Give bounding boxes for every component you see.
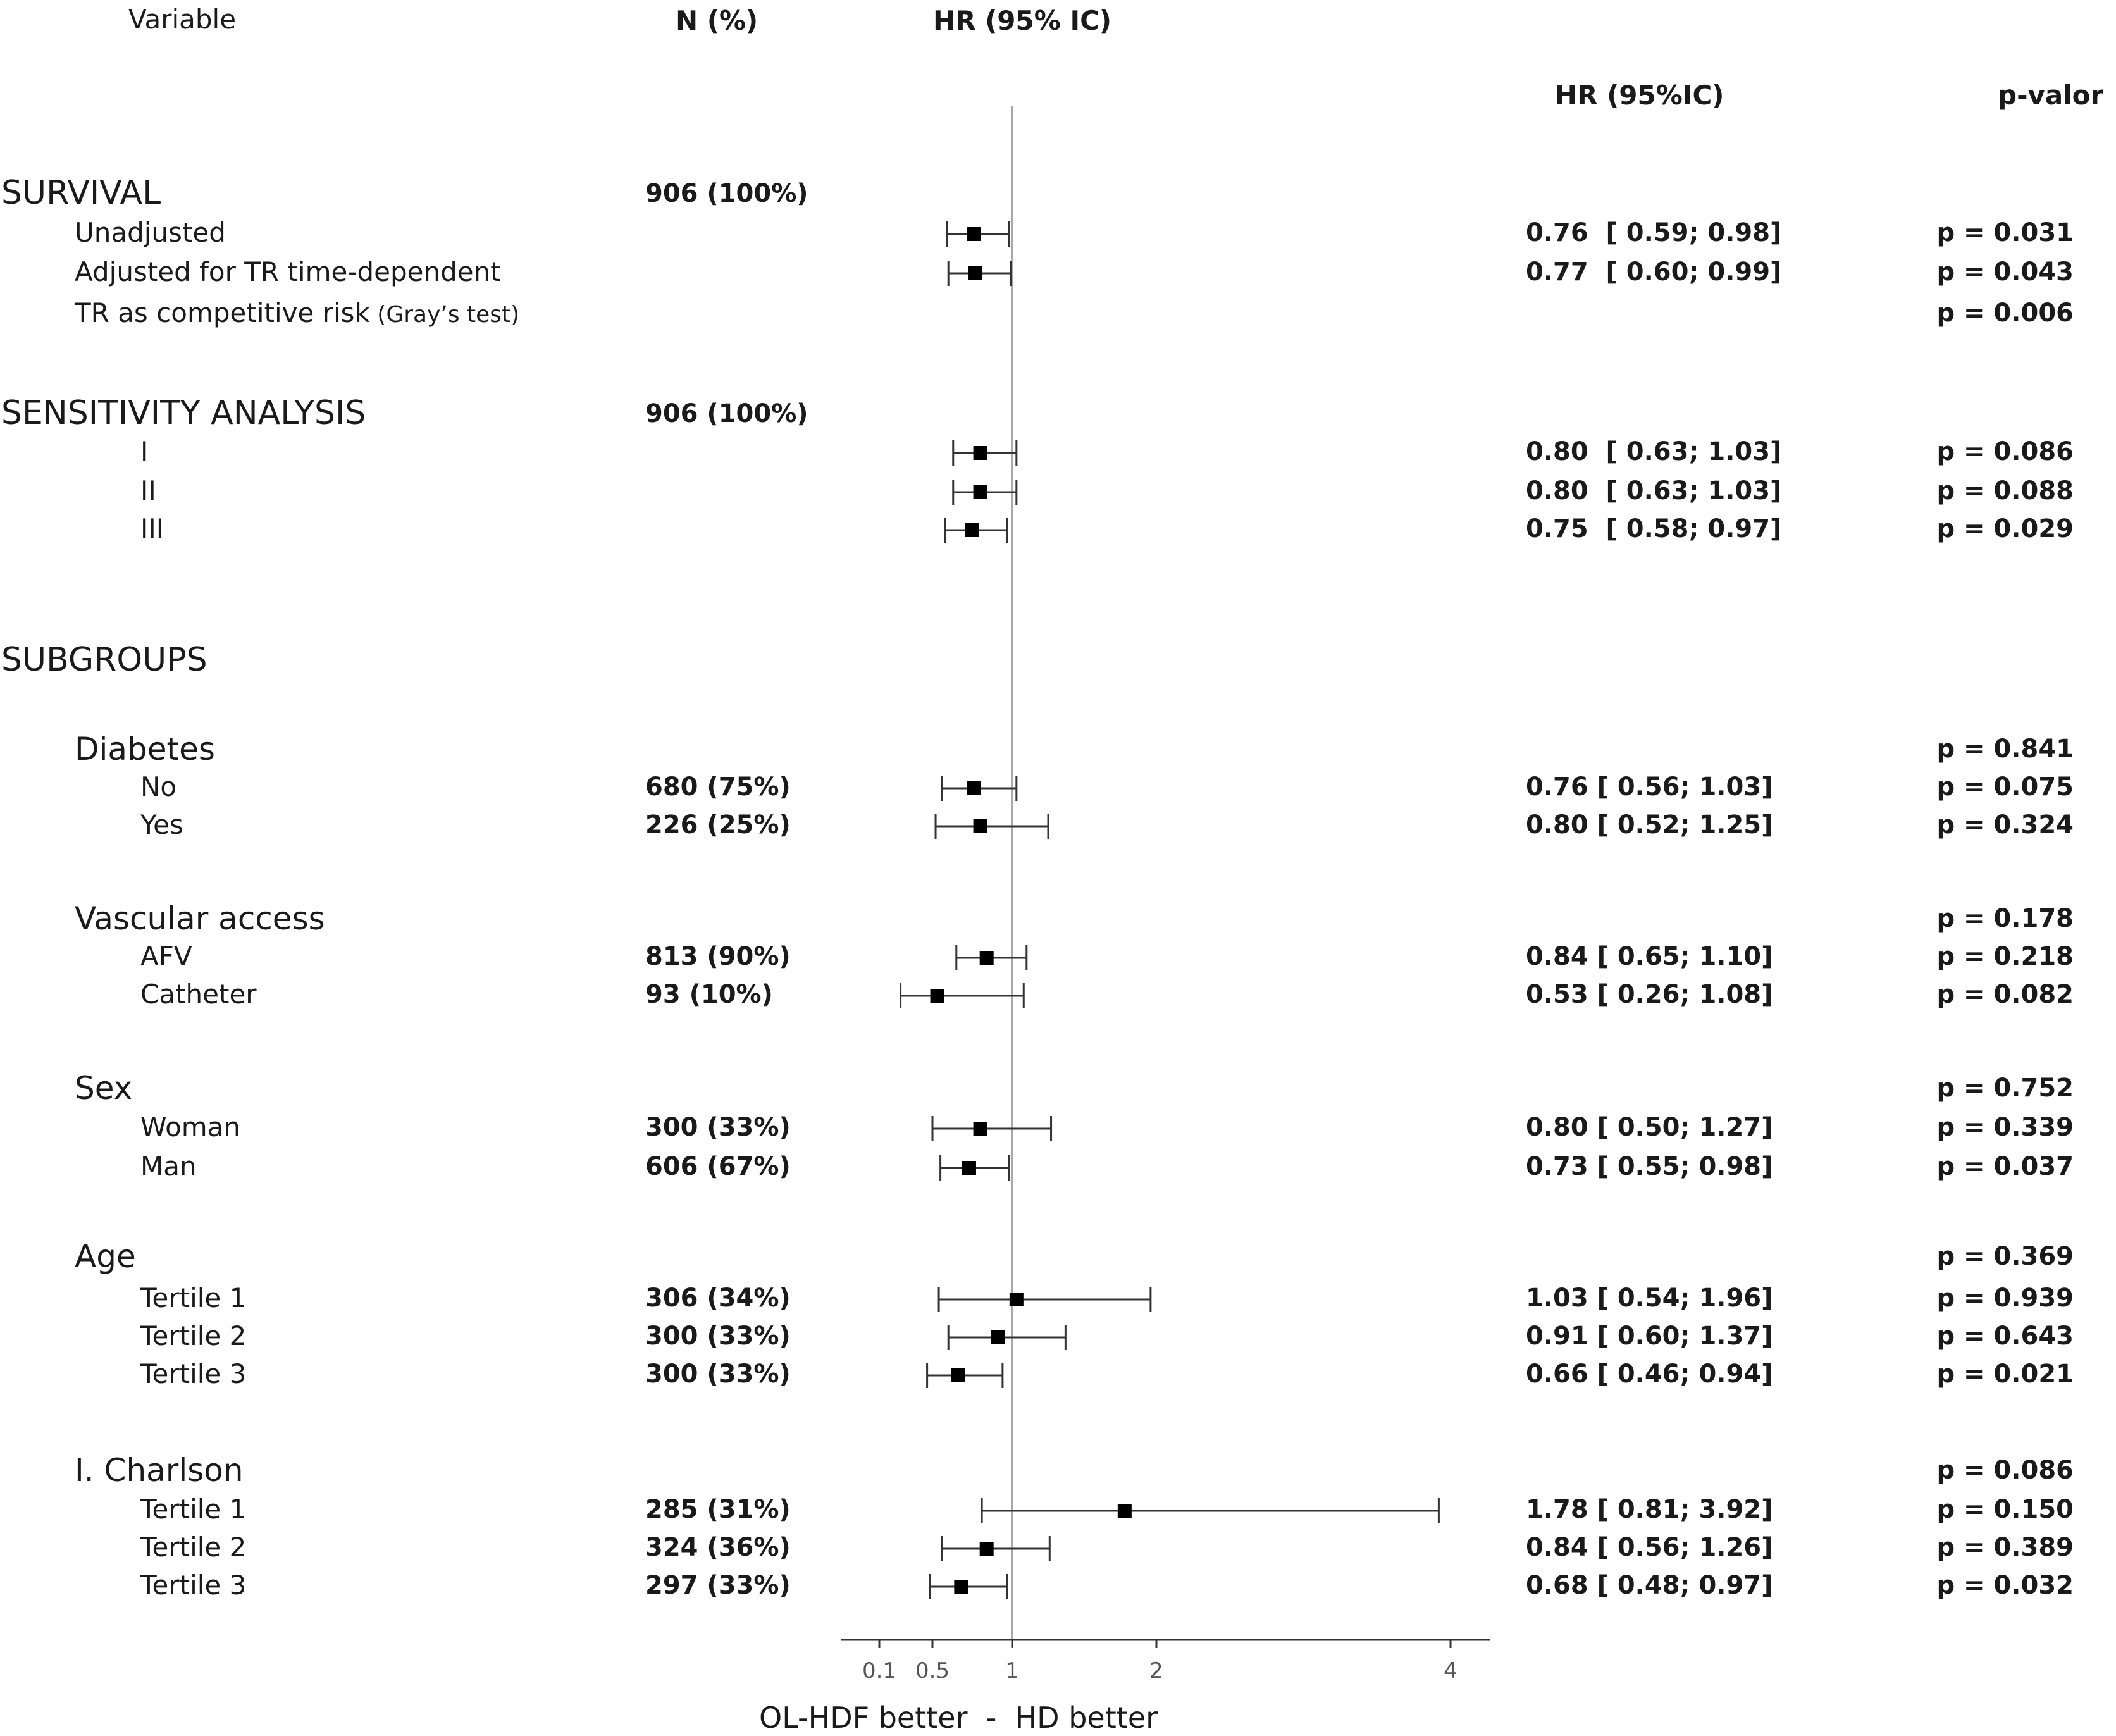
- row-p-value: p = 0.088: [1936, 476, 2074, 505]
- hr-point: [954, 1580, 968, 1594]
- header-hr-plot: HR (95% IC): [933, 5, 1112, 36]
- row-label: Catheter: [140, 978, 257, 1010]
- row-label: Sex: [75, 1069, 133, 1107]
- row-n: 93 (10%): [645, 980, 773, 1009]
- row-n: 680 (75%): [645, 772, 791, 802]
- row-n: 300 (33%): [645, 1360, 791, 1389]
- row-p-value: p = 0.006: [1936, 299, 2074, 328]
- row-label: Man: [140, 1150, 197, 1182]
- row-n: 297 (33%): [645, 1571, 791, 1600]
- row-n: 813 (90%): [645, 942, 791, 971]
- x-tick-label: 4: [1444, 1658, 1457, 1683]
- x-tick-label: 2: [1149, 1658, 1163, 1683]
- row-p-value: p = 0.178: [1936, 904, 2074, 933]
- x-tick-label: 1: [1005, 1658, 1019, 1683]
- row-n: 285 (31%): [645, 1495, 791, 1524]
- row-hr-ci: 0.84 [ 0.65; 1.10]: [1526, 942, 1773, 971]
- row-hr-ci: 0.84 [ 0.56; 1.26]: [1526, 1533, 1773, 1562]
- row-hr-ci: 0.80 [ 0.63; 1.03]: [1526, 437, 1782, 466]
- row-hr-ci: 0.91 [ 0.60; 1.37]: [1526, 1322, 1773, 1351]
- row-hr-ci: 0.53 [ 0.26; 1.08]: [1526, 980, 1773, 1009]
- row-p-value: p = 0.389: [1936, 1533, 2074, 1562]
- x-tick-label: 0.1: [862, 1658, 897, 1683]
- row-n: 226 (25%): [645, 810, 791, 840]
- row-label: Tertile 3: [140, 1358, 247, 1389]
- row-p-value: p = 0.086: [1936, 1456, 2074, 1485]
- row-label: Tertile 1: [140, 1282, 247, 1313]
- row-p-value: p = 0.339: [1936, 1113, 2074, 1142]
- row-p-value: p = 0.369: [1936, 1242, 2074, 1271]
- row-hr-ci: 0.77 [ 0.60; 0.99]: [1526, 257, 1782, 287]
- hr-point: [965, 523, 979, 537]
- hr-point: [974, 819, 987, 833]
- row-label: SENSITIVITY ANALYSIS: [1, 394, 366, 433]
- row-hr-ci: 0.80 [ 0.63; 1.03]: [1526, 476, 1782, 505]
- row-label: Diabetes: [75, 730, 215, 767]
- row-p-value: p = 0.043: [1936, 257, 2074, 287]
- x-tick-label: 0.5: [915, 1658, 950, 1683]
- row-label: AFV: [140, 940, 192, 972]
- header-hr-column: HR (95%IC): [1555, 80, 1724, 111]
- row-label: No: [140, 771, 177, 802]
- row-hr-ci: 0.66 [ 0.46; 0.94]: [1526, 1360, 1773, 1389]
- row-p-value: p = 0.939: [1936, 1284, 2074, 1313]
- row-p-value: p = 0.075: [1936, 772, 2074, 802]
- row-n: 306 (34%): [645, 1284, 791, 1313]
- row-p-value: p = 0.150: [1936, 1495, 2074, 1524]
- row-hr-ci: 0.76 [ 0.56; 1.03]: [1526, 772, 1773, 802]
- row-label: Unadjusted: [75, 216, 226, 248]
- row-n: 300 (33%): [645, 1113, 791, 1142]
- row-label: Woman: [140, 1111, 241, 1143]
- hr-point: [980, 1542, 994, 1556]
- row-label: Adjusted for TR time-dependent: [75, 256, 501, 287]
- hr-point: [974, 1122, 987, 1136]
- row-label: II: [140, 474, 156, 506]
- row-p-value: p = 0.031: [1936, 218, 2074, 247]
- row-p-value: p = 0.324: [1936, 810, 2074, 840]
- row-hr-ci: 0.73 [ 0.55; 0.98]: [1526, 1152, 1773, 1181]
- row-hr-ci: 0.76 [ 0.59; 0.98]: [1526, 218, 1782, 247]
- row-n: 300 (33%): [645, 1322, 791, 1351]
- x-axis-label: OL-HDF better - HD better: [759, 1701, 1158, 1735]
- row-p-value: p = 0.032: [1936, 1571, 2074, 1600]
- hr-point: [967, 227, 981, 241]
- row-p-value: p = 0.082: [1936, 980, 2074, 1009]
- row-p-value: p = 0.643: [1936, 1322, 2074, 1351]
- hr-point: [967, 781, 981, 795]
- row-hr-ci: 0.80 [ 0.50; 1.27]: [1526, 1113, 1773, 1142]
- row-hr-ci: 1.78 [ 0.81; 3.92]: [1526, 1495, 1773, 1524]
- row-label: Age: [75, 1237, 136, 1275]
- row-label: TR as competitive risk (Gray’s test): [75, 297, 520, 328]
- row-label: Yes: [140, 809, 183, 840]
- hr-point: [1010, 1293, 1024, 1306]
- row-hr-ci: 1.03 [ 0.54; 1.96]: [1526, 1284, 1773, 1313]
- row-n: 906 (100%): [645, 399, 808, 428]
- row-label: SUBGROUPS: [1, 641, 207, 679]
- row-label: I: [140, 435, 149, 467]
- row-hr-ci: 0.75 [ 0.58; 0.97]: [1526, 514, 1782, 543]
- row-label: SURVIVAL: [1, 174, 161, 213]
- row-p-value: p = 0.029: [1936, 514, 2074, 543]
- hr-point: [962, 1161, 976, 1175]
- row-label: I. Charlson: [75, 1451, 244, 1489]
- hr-point: [974, 485, 987, 499]
- header-p-value: p-valor: [1998, 80, 2104, 111]
- row-p-value: p = 0.086: [1936, 437, 2074, 466]
- header-n: N (%): [676, 5, 758, 36]
- hr-point: [951, 1368, 965, 1382]
- row-label: Tertile 3: [140, 1569, 247, 1601]
- row-hr-ci: 0.68 [ 0.48; 0.97]: [1526, 1571, 1773, 1600]
- hr-point: [1118, 1504, 1132, 1518]
- row-label-note: (Gray’s test): [369, 301, 520, 328]
- row-label: III: [140, 512, 164, 544]
- row-p-value: p = 0.218: [1936, 942, 2074, 971]
- row-label: Tertile 2: [140, 1531, 247, 1563]
- row-p-value: p = 0.752: [1936, 1074, 2074, 1103]
- row-p-value: p = 0.037: [1936, 1152, 2074, 1181]
- hr-point: [974, 446, 987, 460]
- row-n: 606 (67%): [645, 1152, 791, 1181]
- row-p-value: p = 0.021: [1936, 1360, 2074, 1389]
- hr-point: [968, 266, 982, 280]
- hr-point: [931, 989, 944, 1003]
- row-label: Tertile 1: [140, 1493, 247, 1525]
- row-label: Vascular access: [75, 900, 325, 937]
- row-hr-ci: 0.80 [ 0.52; 1.25]: [1526, 810, 1773, 840]
- row-n: 324 (36%): [645, 1533, 791, 1562]
- row-label: Tertile 2: [140, 1320, 247, 1351]
- header-variable: Variable: [128, 4, 237, 35]
- row-p-value: p = 0.841: [1936, 735, 2074, 764]
- hr-point: [991, 1330, 1005, 1344]
- row-n: 906 (100%): [645, 179, 808, 208]
- hr-point: [980, 951, 994, 965]
